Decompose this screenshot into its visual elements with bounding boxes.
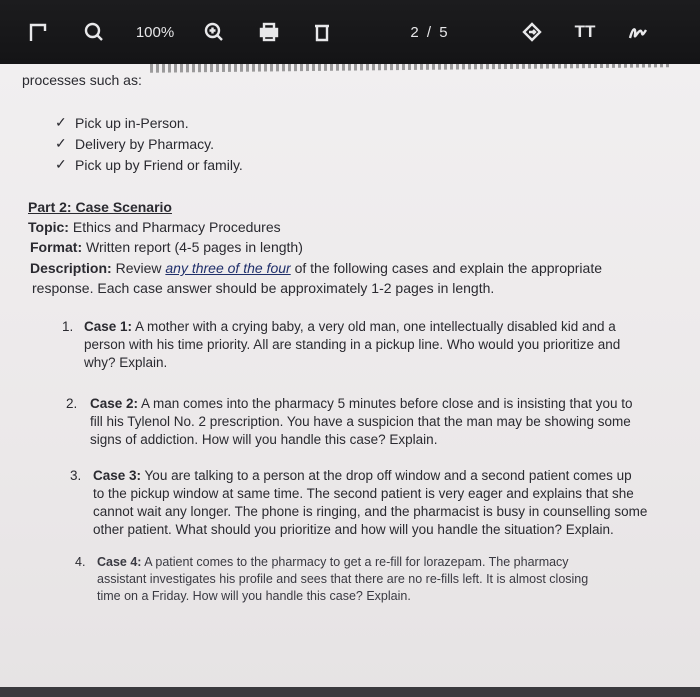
case-number: 3. (70, 468, 82, 483)
case-line: person with his time priority. All are standing in a pickup line. Who would you prioritize and (84, 337, 621, 352)
check-icon: ✓ (55, 114, 67, 130)
bookmark-icon[interactable] (24, 18, 52, 46)
intro-text: processes such as: (22, 72, 142, 88)
description-line (30, 260, 602, 277)
case-number: 4. (75, 555, 86, 569)
description-line2: response. Each case answer should be approximately 1-2 pages in length. (32, 280, 495, 296)
search-icon[interactable] (80, 18, 108, 46)
case-number: 2. (66, 396, 78, 411)
case-line: time on a Friday. How will you handle this case? Explain. (97, 589, 411, 603)
print-icon[interactable] (255, 18, 283, 46)
topic-line (28, 219, 281, 236)
bullet-item: Pick up by Friend or family. (75, 157, 243, 173)
topic-label: Topic: (28, 219, 69, 235)
text-size-icon[interactable]: TT (574, 22, 596, 41)
case-line: signs of addiction. How will you handle this case? Explain. (90, 432, 438, 447)
case-line: You are talking to a person at the drop off window and a second patient comes up (144, 468, 632, 483)
page-bottom-edge (0, 687, 700, 697)
case-line: other patient. What should you prioritize and how will you handle the situation? Explain. (93, 522, 614, 537)
check-icon: ✓ (55, 156, 67, 172)
cropped-text-line (150, 64, 670, 73)
topic-value: Ethics and Pharmacy Procedures (72, 219, 281, 235)
format-value: Written report (4-5 pages in length) (86, 239, 303, 255)
toolbar (0, 0, 700, 64)
case-line: assistant investigates his profile and sees that there are no re-fills left. It is almost closing (97, 572, 589, 586)
bullet-item: Pick up in-Person. (75, 115, 189, 131)
case-2 (90, 395, 633, 449)
case-line: A man comes into the pharmacy 5 minutes before close and is insisting that you to (141, 396, 633, 411)
case-line: to the pickup window at same time. The second patient is very eager and explains that she (93, 486, 634, 501)
page-indicator[interactable]: 2 / 5 (410, 23, 450, 41)
case-number: 1. (62, 319, 74, 334)
case-label: Case 4: (97, 555, 142, 569)
delete-icon[interactable] (308, 18, 336, 46)
case-1 (84, 318, 620, 372)
bullet-item: Delivery by Pharmacy. (75, 136, 215, 152)
case-line: cannot wait any longer. The phone is ringing, and the pharmacist is busy in counselling some (93, 504, 648, 519)
case-line: A patient comes to the pharmacy to get a re-fill for lorazepam. The pharmacy (144, 555, 569, 569)
part-heading: Part 2: Case Scenario (28, 199, 172, 215)
description-label: Description: (30, 260, 112, 276)
check-icon: ✓ (55, 135, 67, 151)
description-post: of the following cases and explain the appropriate (294, 260, 603, 276)
document-page (0, 64, 700, 697)
case-label: Case 2: (90, 396, 139, 411)
case-line: why? Explain. (84, 355, 168, 370)
case-line: fill his Tylenol No. 2 prescription. You have a suspicion that the man may be showing some (90, 414, 631, 429)
zoom-level[interactable]: 100% (135, 23, 175, 41)
case-label: Case 3: (93, 468, 142, 483)
zoom-in-icon[interactable] (200, 18, 228, 46)
description-pre: Review (115, 260, 162, 276)
annotate-icon[interactable] (624, 18, 654, 46)
case-line: A mother with a crying baby, a very old man, one intellectually disabled kid and a (135, 319, 616, 334)
rotate-icon[interactable] (518, 18, 546, 46)
case-label: Case 1: (84, 319, 133, 334)
format-line (30, 239, 303, 256)
case-3 (93, 467, 647, 539)
description-underlined: any three of the four (165, 260, 291, 276)
format-label: Format: (30, 239, 83, 255)
case-4 (97, 554, 588, 605)
